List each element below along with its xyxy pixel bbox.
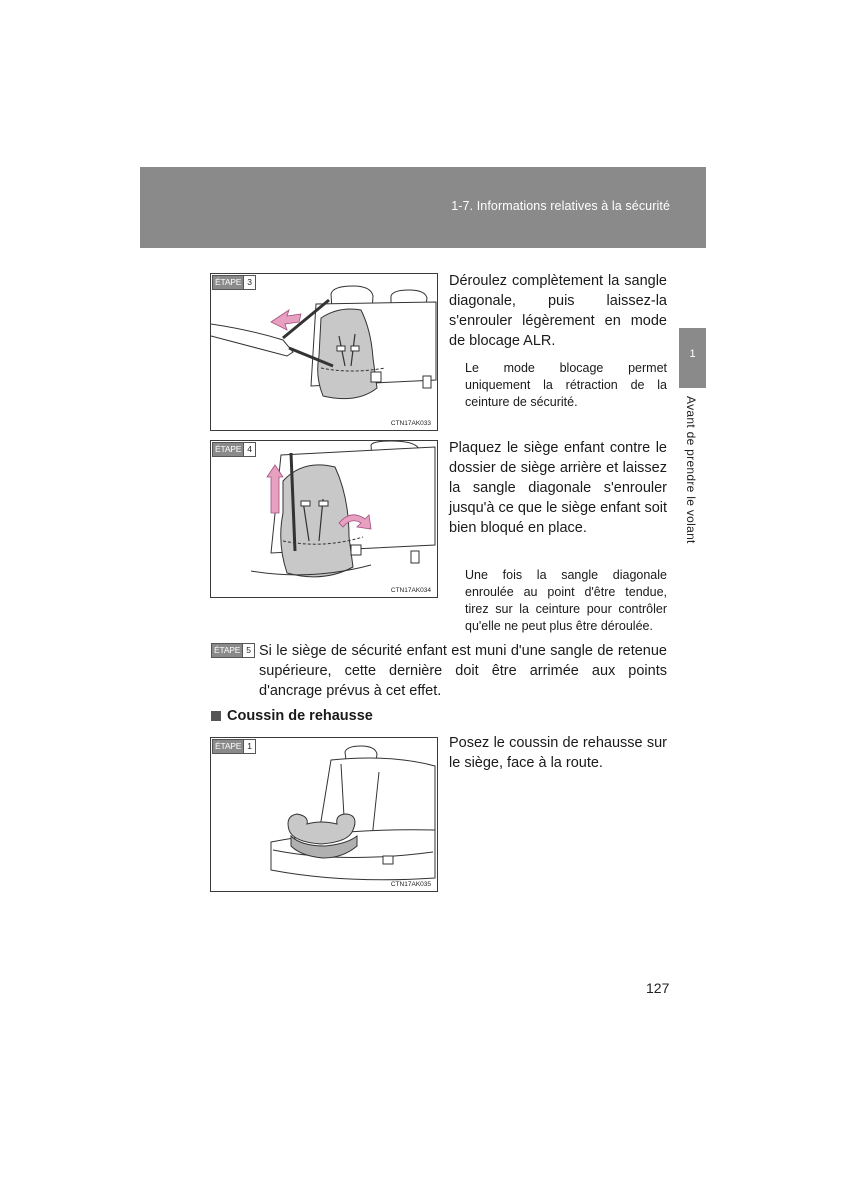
square-bullet-icon: [211, 711, 221, 721]
chapter-title: 1-7. Informations relatives à la sécurité: [451, 199, 670, 213]
step-3-text: Déroulez complètement la sangle diagonale, puis laissez-la s'enrouler légèrement en mode de blocage ALR.: [449, 273, 667, 349]
step-3-note: Le mode blocage permet uniquement la rétraction de la ceinture de sécurité.: [465, 361, 667, 409]
seat-belt-pull-illustration: [211, 274, 437, 430]
step-badge-number: 4: [243, 443, 255, 456]
booster-step-1-text: Posez le coussin de rehausse sur le siège, face à la route.: [449, 735, 667, 771]
chapter-tab-number: 1: [689, 348, 696, 360]
child-seat-tighten-illustration: [211, 441, 437, 597]
step-badge-4: [212, 442, 256, 457]
step-badge-3: [212, 275, 256, 290]
step-badge-number: 3: [243, 276, 255, 289]
page-number: 127: [646, 980, 670, 996]
section-heading: [211, 708, 373, 724]
figure-code: CTN17AK034: [390, 587, 431, 594]
step-badge-label: ÉTAPE: [215, 444, 242, 454]
figure-step-3: [210, 273, 438, 431]
step-badge-5: [211, 643, 255, 658]
section-heading-text: Coussin de rehausse: [227, 708, 373, 724]
step-badge-label: ÉTAPE: [215, 741, 242, 751]
figure-booster-step-1: [210, 737, 438, 892]
figure-code: CTN17AK033: [390, 420, 431, 427]
step-badge-label: ÉTAPE: [215, 277, 242, 287]
figure-step-4: [210, 440, 438, 598]
step-5-text: Si le siège de sécurité enfant est muni d'une sangle de retenue supérieure, cette dernière doit être arrimée aux points d'ancrage prévus à cet effet.: [259, 643, 667, 699]
figure-code: CTN17AK035: [390, 881, 431, 888]
step-badge-number: 5: [242, 644, 254, 657]
step-badge-number: 1: [243, 740, 255, 753]
booster-cushion-illustration: [211, 738, 437, 891]
chapter-header: [140, 167, 706, 248]
chapter-side-label: Avant de prendre le volant: [684, 396, 698, 544]
step-badge-booster-1: [212, 739, 256, 754]
step-4-text: Plaquez le siège enfant contre le dossier de siège arrière et laissez la sangle diagonale s'enrouler jusqu'à ce que le siège enfant soit bien bloqué en place.: [449, 440, 668, 536]
step-badge-label: ÉTAPE: [214, 645, 241, 655]
chapter-tab: [679, 328, 706, 388]
step-4-note: Une fois la sangle diagonale enroulée au point d'être tendue, tirez sur la ceinture pour contrôler qu'elle ne peut plus être déroulée.: [465, 568, 667, 633]
